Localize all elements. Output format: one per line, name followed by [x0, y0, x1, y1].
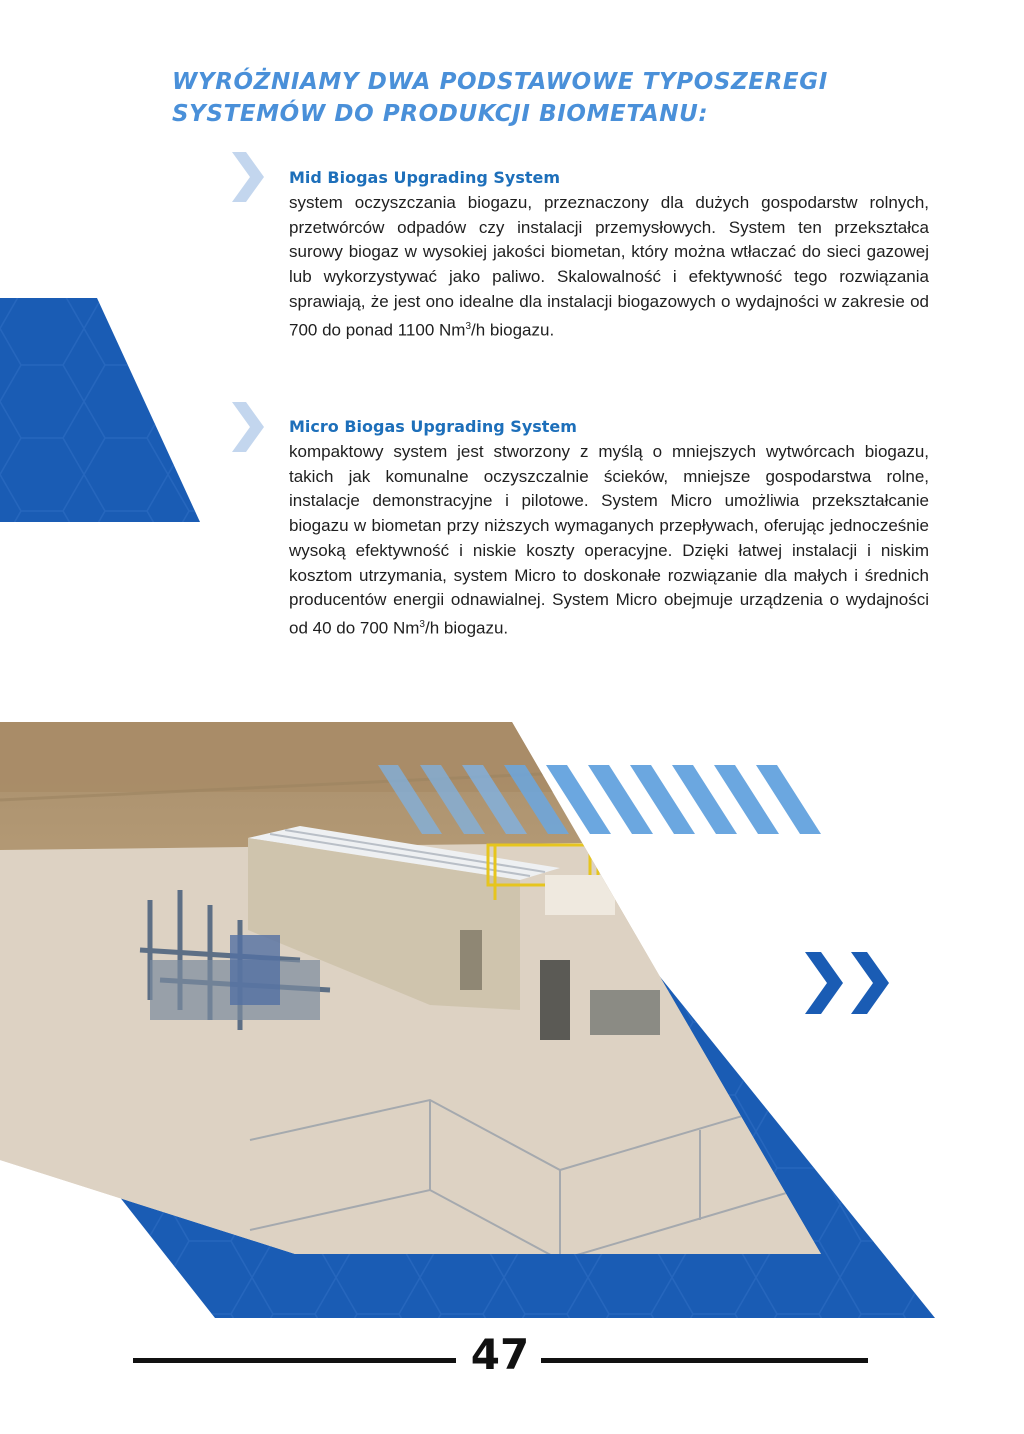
section-title: Mid Biogas Upgrading System	[289, 168, 561, 187]
double-chevron-right-icon	[805, 952, 897, 1014]
section-body	[289, 440, 929, 641]
section-mid-biogas	[289, 167, 929, 343]
installation-photo	[0, 722, 830, 1262]
footer-rule-left	[133, 1358, 456, 1363]
section-body-text: system oczyszczania biogazu, przeznaczony dla dużych gospodarstw rolnych, przetwórców odpadów czy instalacji przemysłowych. System ten przekształca surowy biogaz w wysokiej jakości biometan, który można wtłaczać do sieci gazowej lub wykorzystywać jako paliwo. Skalowalność i efektywność tego rozwiązania sprawiają, że jest ono idealne dla instalacji biogazowych o wydajności w zakresie od 700 do ponad 1100 Nm	[289, 193, 929, 340]
section-body	[289, 191, 929, 343]
section-micro-biogas	[289, 416, 929, 641]
heading-line-1: WYRÓŻNIAMY DWA PODSTAWOWE TYPOSZEREGI	[172, 69, 828, 95]
heading-line-2: SYSTEMÓW DO PRODUKCJI BIOMETANU:	[172, 101, 709, 127]
section-body-text: kompaktowy system jest stworzony z myślą o mniejszych wytwórcach biogazu, takich jak komunalne oczyszczalnie ścieków, mniejsze gospodarstwa rolne, instalacje demonstracyjne i pilotowe. System Micro umożliwia przekształcanie biogazu w biometan przy niższych wymaganych przepływach, oferując jednocześnie wysoką efektywność i niskie koszty operacyjne. Dzięki łatwej instalacji i niskim kosztom utrzymania, system Micro to doskonałe rozwiązanie dla małych i średnich producentów energii odnawialnej. System Micro obejmuje urządzenia o wydajności od 40 do 700 Nm	[289, 442, 929, 638]
chevron-right-icon	[232, 402, 266, 452]
superscript: 3	[465, 320, 471, 332]
bottom-blue-shape	[0, 952, 935, 1318]
chevron-right-icon	[232, 152, 266, 202]
page-heading	[172, 66, 932, 130]
diagonal-stripes	[378, 765, 821, 834]
left-blue-shape	[0, 298, 200, 522]
footer-rule-right	[541, 1358, 868, 1363]
section-body-tail: /h biogazu.	[424, 618, 509, 638]
superscript: 3	[419, 618, 425, 630]
page-number: 47	[470, 1330, 530, 1379]
section-body-tail: /h biogazu.	[471, 320, 555, 340]
section-title: Micro Biogas Upgrading System	[289, 417, 577, 436]
